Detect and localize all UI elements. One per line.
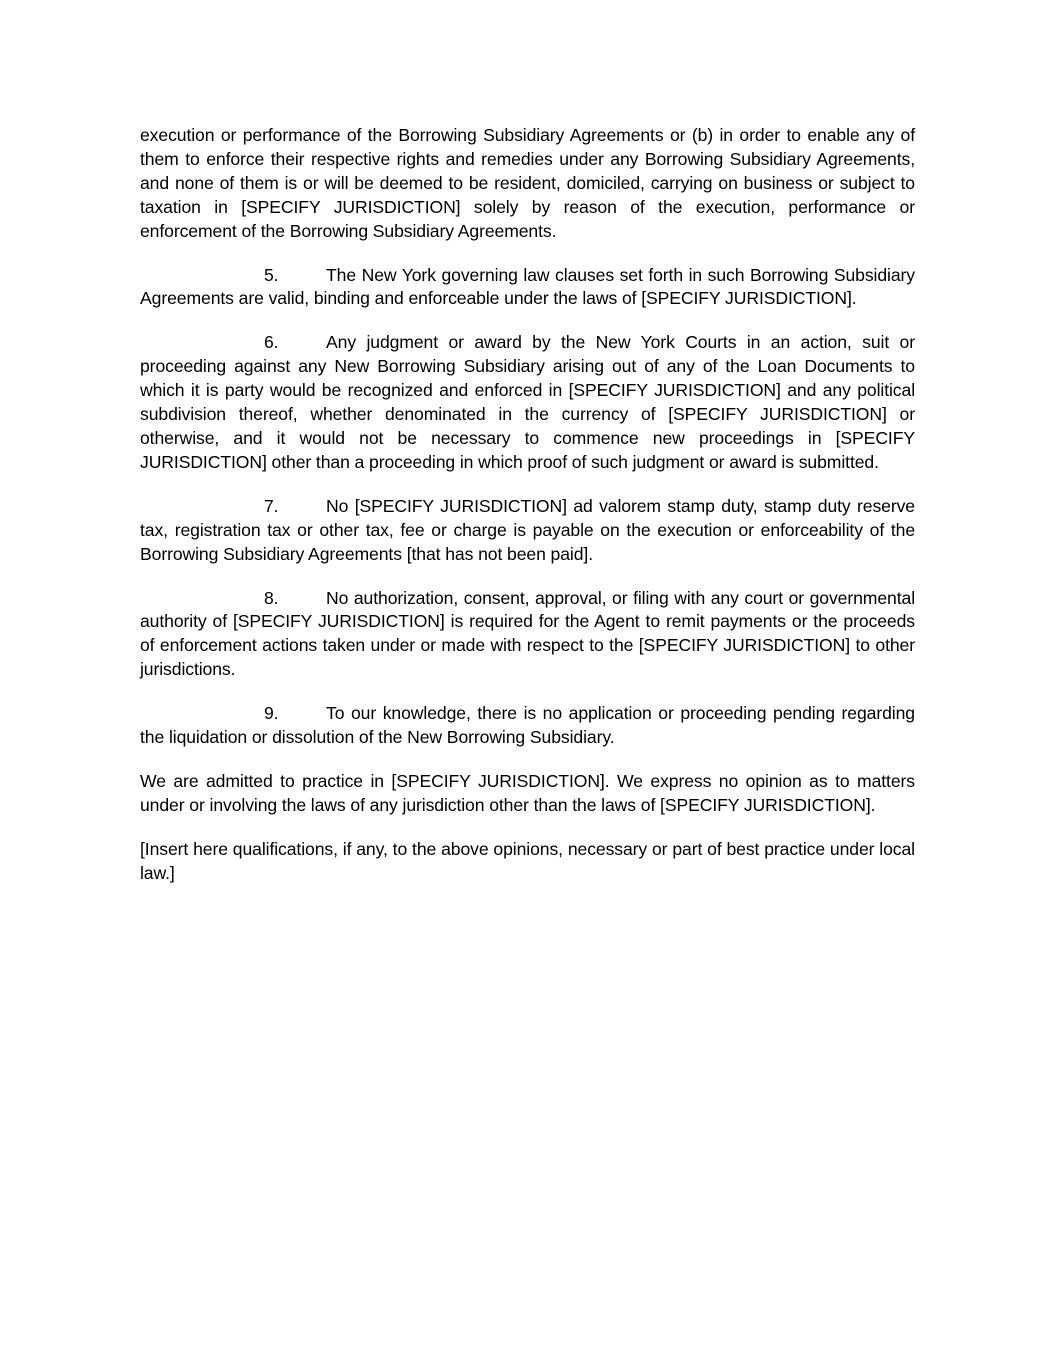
paragraph-number: 6.	[264, 332, 279, 353]
paragraph-number: 8.	[264, 587, 279, 608]
paragraph-7	[140, 495, 915, 567]
paragraph-text: The New York governing law clauses set forth in such Borrowing Subsidiary Agreements are valid, binding and enforceable under the laws of [SPECIFY JURISDICTION].	[140, 264, 915, 309]
paragraph-number: 5.	[264, 264, 279, 285]
paragraph-9	[140, 702, 915, 750]
paragraph-text: No [SPECIFY JURISDICTION] ad valorem stamp duty, stamp duty reserve tax, registration tax or other tax, fee or charge is payable on the execution or enforceability of the Borrowing Subsidiary Agreements [that has not been paid].	[140, 495, 915, 564]
paragraph-text: [Insert here qualifications, if any, to the above opinions, necessary or part of best practice under local law.]	[140, 838, 915, 883]
paragraph-qualifications	[140, 838, 915, 886]
paragraph-text: Any judgment or award by the New York Courts in an action, suit or proceeding against any New Borrowing Subsidiary arising out of any of the Loan Documents to which it is party would be recognized and enforced in [SPECIFY JURISDICTION] and any political subdivision thereof, whether denominated in the currency of [SPECIFY JURISDICTION] or otherwise, and it would not be necessary to commence new proceedings in [SPECIFY JURISDICTION] other than a proceeding in which proof of such judgment or award is submitted.	[140, 332, 915, 472]
paragraph-continuation	[140, 124, 915, 244]
paragraph-6	[140, 331, 915, 474]
paragraph-number: 7.	[264, 495, 279, 516]
paragraph-text: To our knowledge, there is no application or proceeding pending regarding the liquidation or dissolution of the New Borrowing Subsidiary.	[140, 703, 915, 748]
paragraph-5	[140, 264, 915, 312]
paragraph-8	[140, 587, 915, 683]
paragraph-text: execution or performance of the Borrowing Subsidiary Agreements or (b) in order to enable any of them to enforce their respective rights and remedies under any Borrowing Subsidiary Agreements, and none of them is or will be deemed to be resident, domiciled, carrying on business or subject to taxation in [SPECIFY JURISDICTION] solely by reason of the execution, performance or enforcement of the Borrowing Subsidiary Agreements.	[140, 125, 915, 241]
paragraph-text: No authorization, consent, approval, or filing with any court or governmental authority of [SPECIFY JURISDICTION] is required for the Agent to remit payments or the proceeds of enforcement actions taken under or made with respect to the [SPECIFY JURISDICTION] to other jurisdictions.	[140, 587, 915, 680]
paragraph-admission	[140, 770, 915, 818]
document-page	[140, 124, 915, 906]
paragraph-text: We are admitted to practice in [SPECIFY JURISDICTION]. We express no opinion as to matters under or involving the laws of any jurisdiction other than the laws of [SPECIFY JURISDICTION].	[140, 770, 915, 815]
paragraph-number: 9.	[264, 703, 279, 724]
